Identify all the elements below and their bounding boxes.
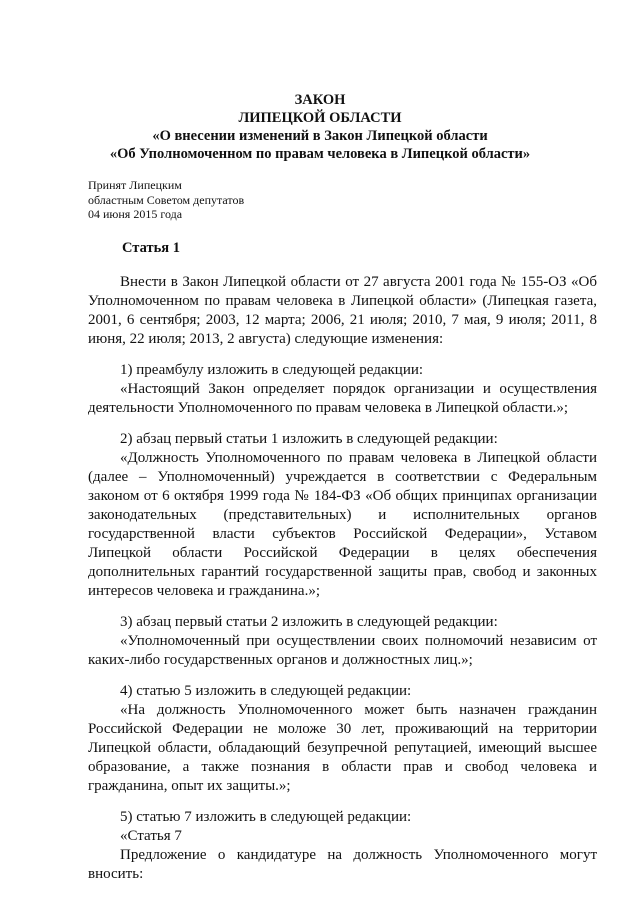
item-2-lead: 2) абзац первый статьи 1 изложить в следующей редакции: — [120, 431, 498, 447]
item-2-line-1: «Должность Уполномоченного по правам человека в Липецкой области — [120, 450, 597, 466]
intro-line-3: 2001, 6 сентября; 2003, 12 марта; 2006, 21 июля; 2010, 7 мая, 9 июля; 2011, 8 — [88, 312, 597, 328]
item-4-line-5: гражданина, опыт их защиты.»; — [88, 778, 291, 794]
item-3-lead: 3) абзац первый статьи 2 изложить в следующей редакции: — [120, 614, 498, 630]
title-line-3: «О внесении изменений в Закон Липецкой области — [152, 128, 488, 144]
intro-line-4: июня, 22 июля; 2013, 2 августа) следующие изменения: — [88, 331, 444, 347]
item-3-line-1: «Уполномоченный при осуществлении своих полномочий независим от — [120, 633, 597, 649]
adoption-note — [88, 178, 244, 222]
item-4-line-1: «На должность Уполномоченного может быть назначен гражданин — [120, 702, 597, 718]
item-2-line-6: Липецкой области Российской Федерации в целях обеспечения — [88, 545, 597, 561]
item-2-line-3: законом от 6 октября 1999 года № 184-ФЗ «Об общих принципах организации — [88, 488, 597, 504]
item-2-line-4: законодательных (представительных) и исполнительных органов — [88, 507, 597, 523]
item-1-line-1: «Настоящий Закон определяет порядок организации и осуществления — [120, 381, 597, 397]
adoption-line-1: Принят Липецким — [88, 178, 182, 192]
item-2-line-5: государственной власти субъектов Российской Федерации», Уставом — [88, 526, 597, 542]
item-4-line-3: Липецкой области, обладающий безупречной репутацией, имеющий высшее — [88, 740, 597, 756]
intro-line-1: Внести в Закон Липецкой области от 27 августа 2001 года № 155-ОЗ «Об — [120, 274, 597, 290]
item-4-line-4: образование, а также познания в области прав и свобод человека и — [88, 759, 597, 775]
title-line-2: ЛИПЕЦКОЙ ОБЛАСТИ — [238, 110, 402, 126]
item-1-line-2: деятельности Уполномоченного по правам человека в Липецкой области.»; — [88, 400, 569, 416]
item-5-line-1: Предложение о кандидатуре на должность Уполномоченного могут — [120, 847, 597, 863]
title-line-1: ЗАКОН — [294, 92, 346, 108]
item-5-lead: 5) статью 7 изложить в следующей редакции: — [120, 809, 412, 825]
item-4-lead: 4) статью 5 изложить в следующей редакции: — [120, 683, 412, 699]
item-3-line-2: каких-либо государственных органов и должностных лиц.»; — [88, 652, 473, 668]
item-5-subheading: «Статья 7 — [120, 828, 182, 844]
item-2-line-7: дополнительных гарантий государственной защиты прав, свобод и законных — [88, 564, 597, 580]
law-title — [60, 91, 580, 163]
item-5-line-2: вносить: — [88, 866, 144, 882]
item-2-line-2: (далее – Уполномоченный) учреждается в соответствии с Федеральным — [88, 469, 597, 485]
adoption-date: 04 июня 2015 года — [88, 207, 183, 221]
intro-line-2: Уполномоченном по правам человека в Липецкой области» (Липецкая газета, — [88, 293, 597, 309]
item-1-lead: 1) преамбулу изложить в следующей редакции: — [120, 362, 424, 378]
title-line-4: «Об Уполномоченном по правам человека в Липецкой области» — [109, 146, 531, 162]
item-4-line-2: Российской Федерации не моложе 30 лет, проживающий на территории — [88, 721, 597, 737]
adoption-line-2: областным Советом депутатов — [88, 192, 245, 207]
item-2-line-8: интересов человека и гражданина.»; — [88, 583, 320, 599]
article-heading: Статья 1 — [122, 240, 180, 256]
